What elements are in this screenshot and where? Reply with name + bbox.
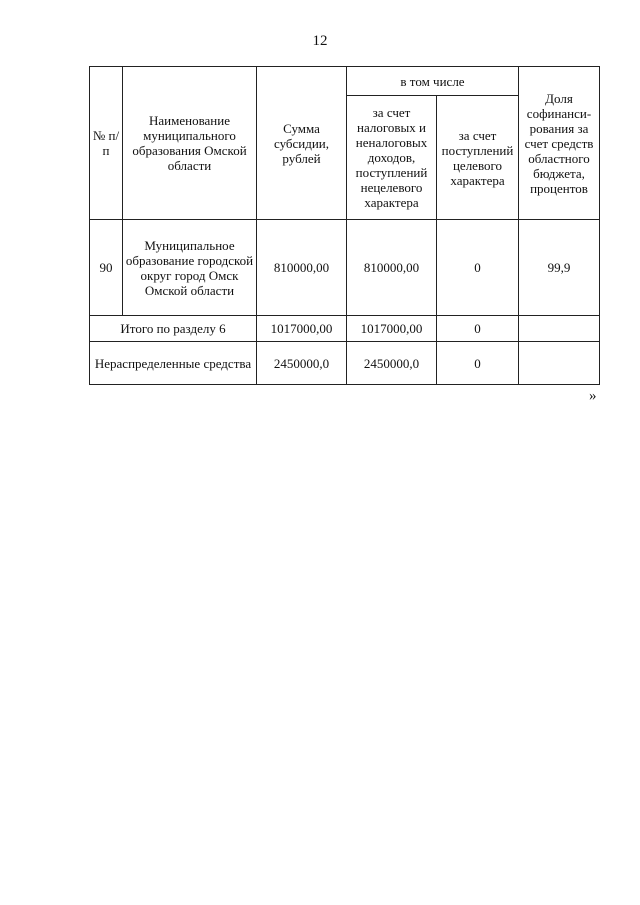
header-num: № п/п — [90, 67, 123, 220]
total-label: Итого по разделу 6 — [90, 316, 257, 342]
header-name: Наименование муниципального образования Омской области — [123, 67, 257, 220]
header-tax: за счет налоговых и неналоговых доходов, поступлений нецелевого характера — [347, 96, 437, 220]
table-row — [90, 220, 600, 316]
header-share: Доля софинанси-рования за счет средств областного бюджета, процентов — [519, 67, 600, 220]
unallocated-share — [519, 342, 600, 385]
row-num: 90 — [90, 220, 123, 316]
unallocated-sum: 2450000,0 — [257, 342, 347, 385]
total-share — [519, 316, 600, 342]
page-number: 12 — [312, 33, 328, 49]
unallocated-label: Нераспределенные средства — [90, 342, 257, 385]
total-tax: 1017000,00 — [347, 316, 437, 342]
unallocated-row — [90, 342, 600, 385]
row-sum: 810000,00 — [257, 220, 347, 316]
unallocated-tax: 2450000,0 — [347, 342, 437, 385]
header-target: за счет поступлений целевого характера — [437, 96, 519, 220]
closing-quote: » — [589, 388, 597, 404]
unallocated-target: 0 — [437, 342, 519, 385]
row-tax: 810000,00 — [347, 220, 437, 316]
header-row-top — [90, 67, 600, 96]
total-target: 0 — [437, 316, 519, 342]
subsidy-table — [89, 66, 600, 385]
total-sum: 1017000,00 — [257, 316, 347, 342]
row-target: 0 — [437, 220, 519, 316]
total-row — [90, 316, 600, 342]
row-name: Муниципальное образование городской округ город Омск Омской области — [123, 220, 257, 316]
row-share: 99,9 — [519, 220, 600, 316]
header-including: в том числе — [347, 67, 519, 96]
header-sum: Сумма субсидии, рублей — [257, 67, 347, 220]
